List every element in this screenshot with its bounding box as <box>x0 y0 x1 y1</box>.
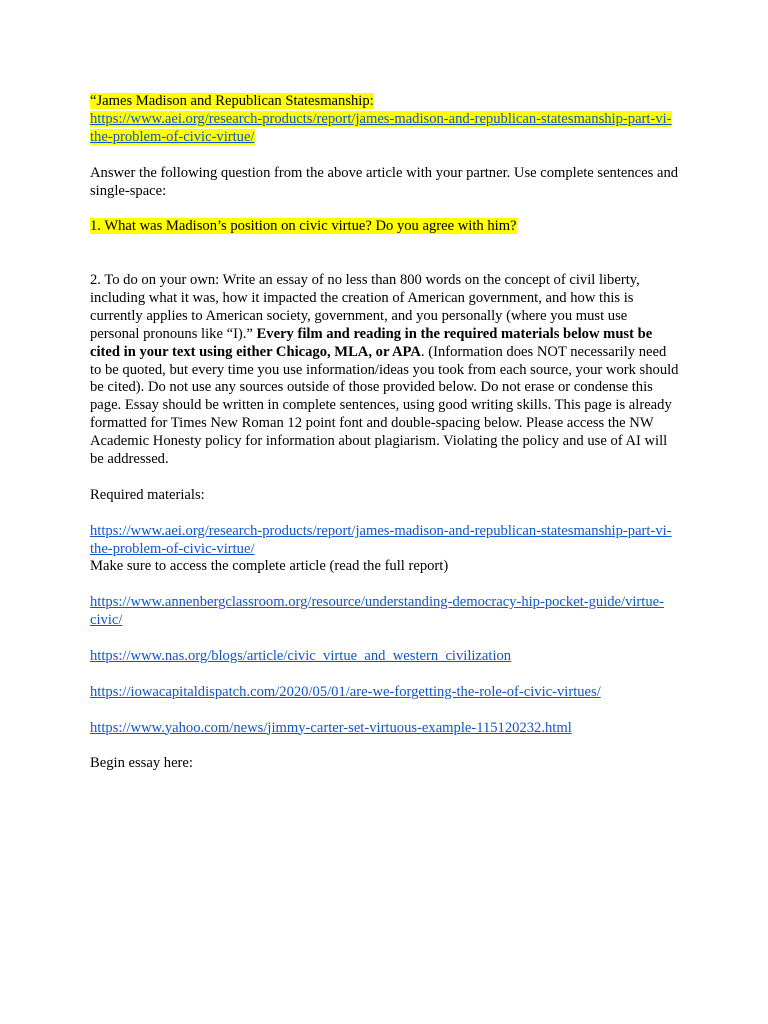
spacer <box>90 200 680 218</box>
citation-requirement: Every film and reading in the required materials below must be cited in your text using either Chicago, MLA, or APA <box>90 325 653 360</box>
material-4 <box>90 684 680 702</box>
begin-essay-label: Begin essay here: <box>90 755 193 772</box>
spacer <box>90 737 680 755</box>
spacer <box>90 505 680 523</box>
instructions-intro: Answer the following question from the above article with your partner. Use complete sentences and single-space: <box>90 164 679 199</box>
material-2 <box>90 594 680 630</box>
material-1 <box>90 523 680 577</box>
materials-heading: Required materials: <box>90 486 205 503</box>
material-link-annenberg[interactable]: https://www.annenbergclassroom.org/resource/understanding-democracy-hip-pocket-guide/virtue-civic/ <box>90 594 664 629</box>
question-2-text-part1: 2. To do on your own: Write an essay of no less than 800 words on the concept of civil liberty, including what it was, how it impacted the creation of American government, and how this is currently applies to American society, government, and you personally (where you must use personal pronouns like “I).” <box>90 272 640 342</box>
material-5 <box>90 720 680 738</box>
spacer <box>90 666 680 684</box>
question-1-text: 1. What was Madison’s position on civic virtue? Do you agree with him? <box>90 218 517 235</box>
material-1-note: Make sure to access the complete article (read the full report) <box>90 558 449 575</box>
spacer <box>90 702 680 720</box>
article-link[interactable]: https://www.aei.org/research-products/report/james-madison-and-republican-statesmanship-part-vi-the-problem-of-civic-virtue/ <box>90 110 672 145</box>
material-3 <box>90 648 680 666</box>
question-1 <box>90 218 680 236</box>
article-title: “James Madison and Republican Statesmanship: <box>90 93 374 109</box>
spacer <box>90 469 680 487</box>
material-link-nas[interactable]: https://www.nas.org/blogs/article/civic_virtue_and_western_civilization <box>90 647 512 664</box>
material-link-yahoo[interactable]: https://www.yahoo.com/news/jimmy-carter-set-virtuous-example-115120232.html <box>90 719 572 736</box>
spacer <box>90 236 680 272</box>
article-header <box>90 93 680 147</box>
spacer <box>90 630 680 648</box>
document-page <box>90 93 680 773</box>
material-link-aei[interactable]: https://www.aei.org/research-products/report/james-madison-and-republican-statesmanship-part-vi-the-problem-of-civic-virtue/ <box>90 522 672 557</box>
question-2 <box>90 272 680 469</box>
question-2-text-part2: . (Information does NOT necessarily need to be quoted, but every time you use information/ideas you took from each source, your work should be cited). Do not use any sources outside of those provided below. Do not erase or condense this page. Essay should be written in complete sentences, using good writing skills. This page is already formatted for Times New Roman 12 point font and double-spacing below. Please access the NW Academic Honesty policy for information about plagiarism. Violating the policy and use of AI will be addressed. <box>90 343 679 468</box>
material-link-iowa[interactable]: https://iowacapitaldispatch.com/2020/05/01/are-we-forgetting-the-role-of-civic-virtues/ <box>90 683 601 700</box>
spacer <box>90 147 680 165</box>
spacer <box>90 576 680 594</box>
